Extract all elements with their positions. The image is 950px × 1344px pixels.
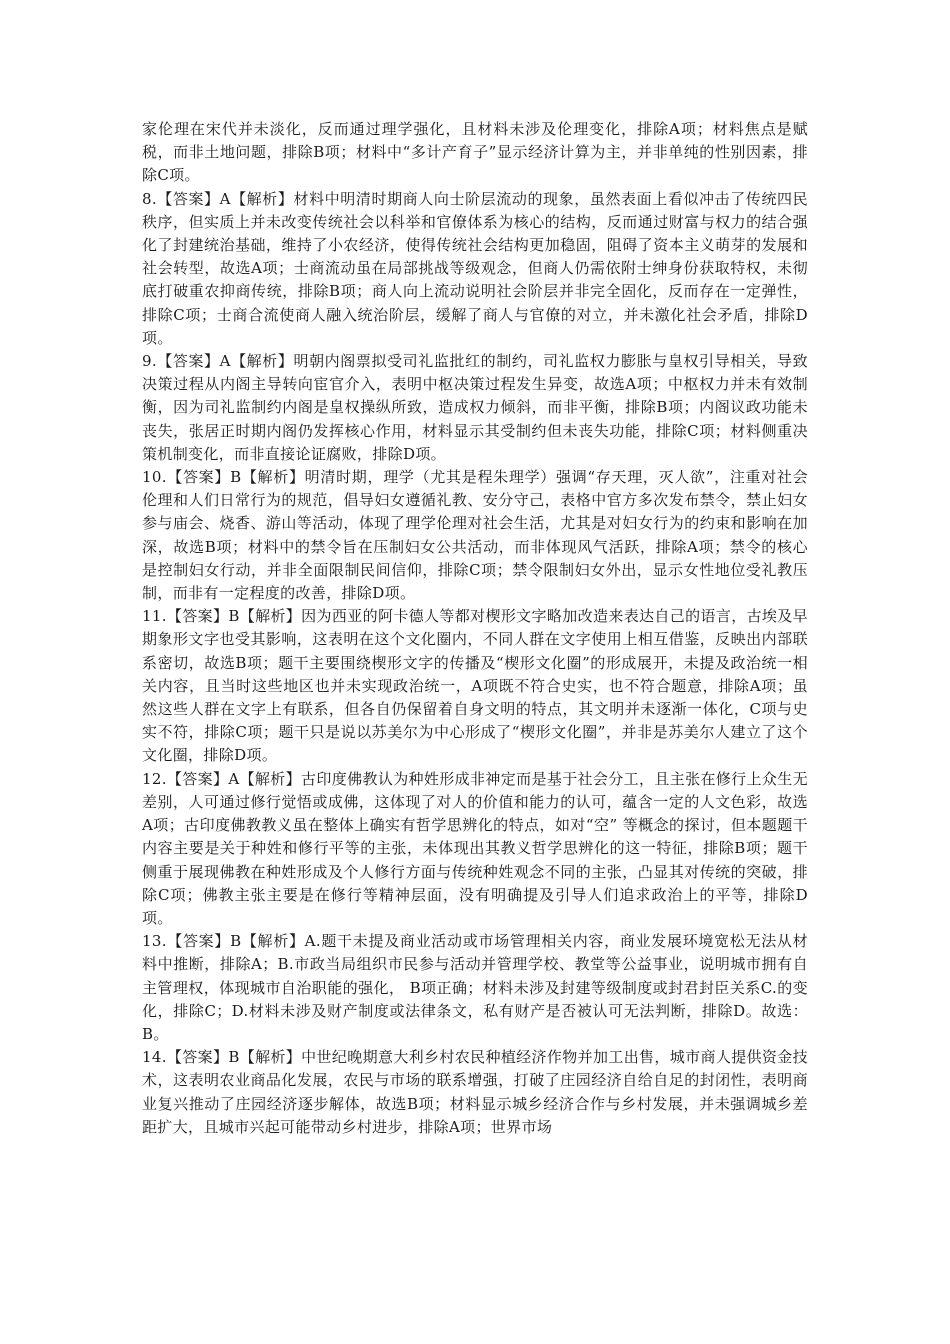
document-page <box>142 118 808 1139</box>
answer-10-paragraph: 10.【答案】B【解析】明清时期，理学（尤其是程朱理学）强调“存天理，灭人欲”，注重对社会伦理和人们日常行为的规范，倡导妇女遵循礼教、安分守己，表格中官方多次发布禁令，禁止妇女参与庙会、烧香、游山等活动，体现了理学伦理对社会生活，尤其是对妇女行为的约束和影响在加深，故选B项；材料中的禁令旨在压制妇女公共活动，而非体现风气活跃，排除A项；禁令的核心是控制妇女行动，并非全面限制民间信仰，排除C项；禁令限制妇女外出，显示女性地位受礼教压制，而非有一定程度的改善，排除D项。 <box>142 468 808 603</box>
answer-8-paragraph: 8.【答案】A【解析】材料中明清时期商人向士阶层流动的现象，虽然表面上看似冲击了传统四民秩序，但实质上并未改变传统社会以科举和官僚体系为核心的结构，反而通过财富与权力的结合强化了封建统治基础，维持了小农经济，使得传统社会结构更加稳固，阻碍了资本主义萌芽的发展和社会转型，故选A项；士商流动虽在局部挑战等级观念，但商人仍需依附士绅身份获取特权，未彻底打破重农抑商传统，排除B项；商人向上流动说明社会阶层并非完全固化，反而存在一定弹性，排除C项；士商合流使商人融入统治阶层，缓解了商人与官僚的对立，并未激化社会矛盾，排除D项。 <box>142 189 808 347</box>
paragraph-continuation: 家伦理在宋代并未淡化，反而通过理学强化，且材料未涉及伦理变化，排除A项；材料焦点是赋税，而非土地问题，排除B项；材料中“多计产育子”显示经济计算为主，并非单纯的性别因素，排除C项。 <box>142 120 808 185</box>
answer-14-paragraph: 14.【答案】B【解析】中世纪晚期意大利乡村农民种植经济作物并加工出售，城市商人提供资金技术，这表明农业商品化发展，农民与市场的联系增强，打破了庄园经济自给自足的封闭性，表明商业复兴推动了庄园经济逐步解体，故选B项；材料显示城乡经济合作与乡村发展，并未强调城乡差距扩大，且城市兴起可能带动乡村进步，排除A项；世界市场 <box>142 1048 808 1136</box>
answer-13-paragraph: 13.【答案】B【解析】A.题干未提及商业活动或市场管理相关内容，商业发展环境宽松无法从材料中推断，排除A；B.市政当局组织市民参与活动并管理学校、教堂等公益事业，说明城市拥有自主管理权，体现城市自治职能的强化， B项正确；材料未涉及封建等级制度或封君封臣关系C.的变化，排除C；D.材料未涉及财产制度或法律条文，私有财产是否被认可无法判断，排除D。故选：B。 <box>142 932 808 1043</box>
answer-9-paragraph: 9.【答案】A【解析】明朝内阁票拟受司礼监批红的制约，司礼监权力膨胀与皇权引导相关，导致决策过程从内阁主导转向宦官介入，表明中枢决策过程发生异变，故选A项；中枢权力并未有效制衡，因为司礼监制约内阁是皇权操纵所致，造成权力倾斜，而非平衡，排除B项；内阁议政功能未丧失，张居正时期内阁仍发挥核心作用，材料显示其受制约但未丧失功能，排除C项；材料侧重决策机制变化，而非直接论证腐败，排除D项。 <box>142 352 808 463</box>
answer-12-paragraph: 12.【答案】A【解析】古印度佛教认为种姓形成非神定而是基于社会分工，且主张在修行上众生无差别，人可通过修行觉悟或成佛，这体现了对人的价值和能力的认可，蕴含一定的人文色彩，故选A项；古印度佛教教义虽在整体上确实有哲学思辨化的特点，如对“空” 等概念的探讨，但本题题干内容主要是关于种姓和修行平等的主张，未体现出其教义哲学思辨化的这一特征，排除B项；题干侧重于展现佛教在种姓形成及个人修行方面与传统种姓观念不同的主张，凸显其对传统的突破，排除C项；佛教主张主要是在修行等精神层面，没有明确提及引导人们追求政治上的平等，排除D项。 <box>142 769 808 927</box>
answer-11-paragraph: 11.【答案】B【解析】因为西亚的阿卡德人等都对楔形文字略加改造来表达自己的语言，古埃及早期象形文字也受其影响，这表明在这个文化圈内，不同人群在文字使用上相互借鉴，反映出内部联系密切，故选B项；题干主要围绕楔形文字的传播及“楔形文化圈”的形成展开，未提及政治统一相关内容，且当时这些地区也并未实现政治统一，A项既不符合史实，也不符合题意，排除A项；虽然这些人群在文字上有联系，但各自仍保留着自身文明的特点，其文明并未逐渐一体化，C项与史实不符，排除C项；题干只是说以苏美尔为中心形成了“楔形文化圈”，并非是苏美尔人建立了这个文化圈，排除D项。 <box>142 607 808 765</box>
